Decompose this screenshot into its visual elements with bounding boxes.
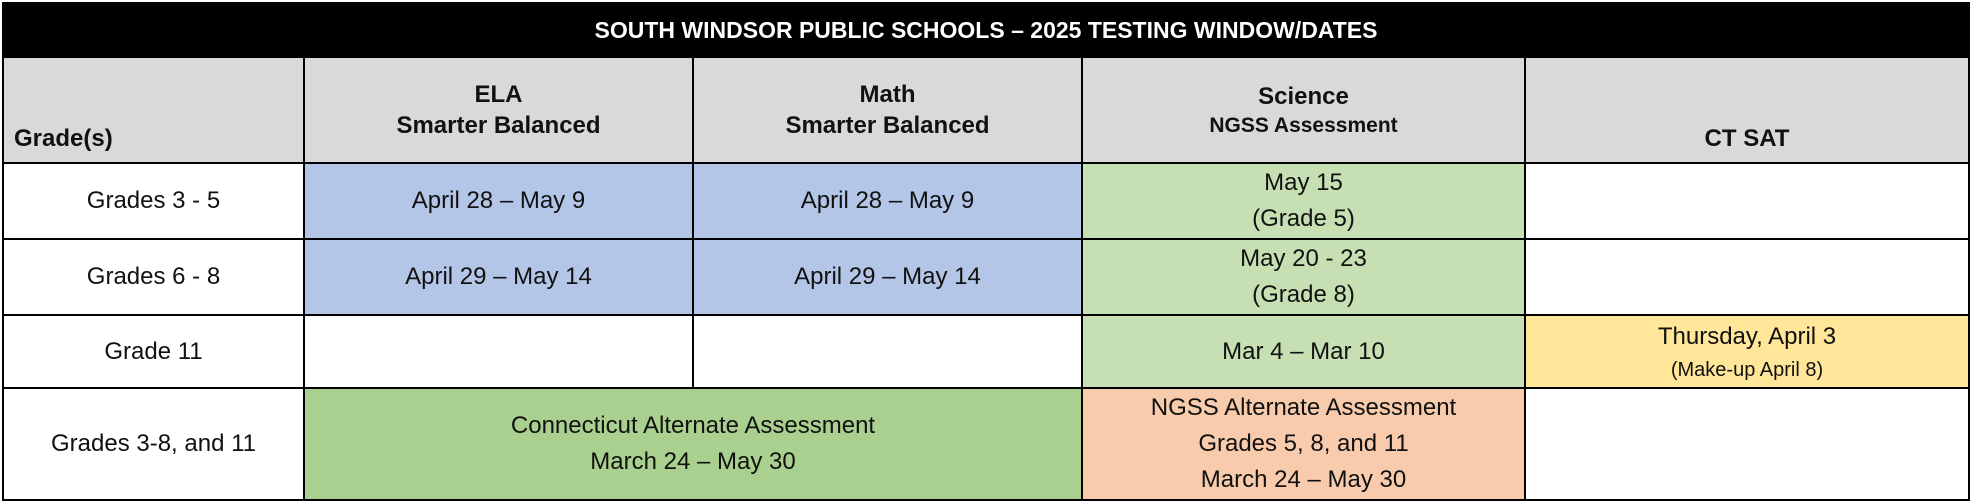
table-row: [3, 163, 1969, 239]
alternate-assessment-window: [304, 388, 1082, 500]
table-row: [3, 315, 1969, 388]
math-window: April 29 – May 14: [693, 239, 1082, 315]
ngss-alternate-window: [1082, 388, 1525, 500]
header-math-test: Smarter Balanced: [785, 112, 990, 139]
row-grade-label: Grades 3 - 5: [3, 163, 304, 239]
header-science-subject: Science: [1258, 82, 1349, 110]
row-grade-label: Grades 6 - 8: [3, 239, 304, 315]
science-date: May 20 - 23: [1240, 245, 1367, 272]
header-ela-test: Smarter Balanced: [396, 112, 601, 139]
header-math-subject: Math: [859, 80, 916, 108]
math-window: April 28 – May 9: [693, 163, 1082, 239]
ngss-alternate-name: NGSS Alternate Assessment: [1150, 394, 1457, 421]
science-window: Mar 4 – Mar 10: [1082, 315, 1525, 388]
header-row: [3, 57, 1969, 163]
alternate-assessment-name: Connecticut Alternate Assessment: [510, 412, 876, 439]
table-title: SOUTH WINDSOR PUBLIC SCHOOLS – 2025 TESTING WINDOW/DATES: [3, 3, 1969, 57]
ctsat-window: [1525, 239, 1969, 315]
row-grade-label: Grade 11: [3, 315, 304, 388]
table-row: [3, 239, 1969, 315]
row-grade-label: Grades 3-8, and 11: [3, 388, 304, 500]
alternate-assessment-dates: March 24 – May 30: [590, 448, 796, 475]
ctsat-date: Thursday, April 3: [1657, 322, 1837, 350]
header-ctsat: CT SAT: [1525, 57, 1969, 163]
science-window: [1082, 163, 1525, 239]
science-date: May 15: [1264, 169, 1343, 196]
ela-window: April 29 – May 14: [304, 239, 693, 315]
ctsat-window: [1525, 315, 1969, 388]
header-science: [1082, 57, 1525, 163]
science-grade-note: (Grade 5): [1252, 205, 1355, 232]
ngss-alternate-dates: March 24 – May 30: [1200, 466, 1407, 493]
ngss-alternate-grades: Grades 5, 8, and 11: [1198, 430, 1409, 457]
ctsat-window: [1525, 388, 1969, 500]
testing-schedule-table: [2, 2, 1970, 501]
table-row: [3, 388, 1969, 500]
science-window: [1082, 239, 1525, 315]
header-grades: Grade(s): [3, 57, 304, 163]
science-grade-note: (Grade 8): [1252, 281, 1355, 308]
header-ela: [304, 57, 693, 163]
title-row: [3, 3, 1969, 57]
ela-window: [304, 315, 693, 388]
ctsat-makeup-note: (Make-up April 8): [1670, 358, 1824, 381]
ctsat-window: [1525, 163, 1969, 239]
header-ela-subject: ELA: [474, 80, 523, 108]
math-window: [693, 315, 1082, 388]
header-math: [693, 57, 1082, 163]
header-science-test: NGSS Assessment: [1209, 113, 1398, 137]
ela-window: April 28 – May 9: [304, 163, 693, 239]
